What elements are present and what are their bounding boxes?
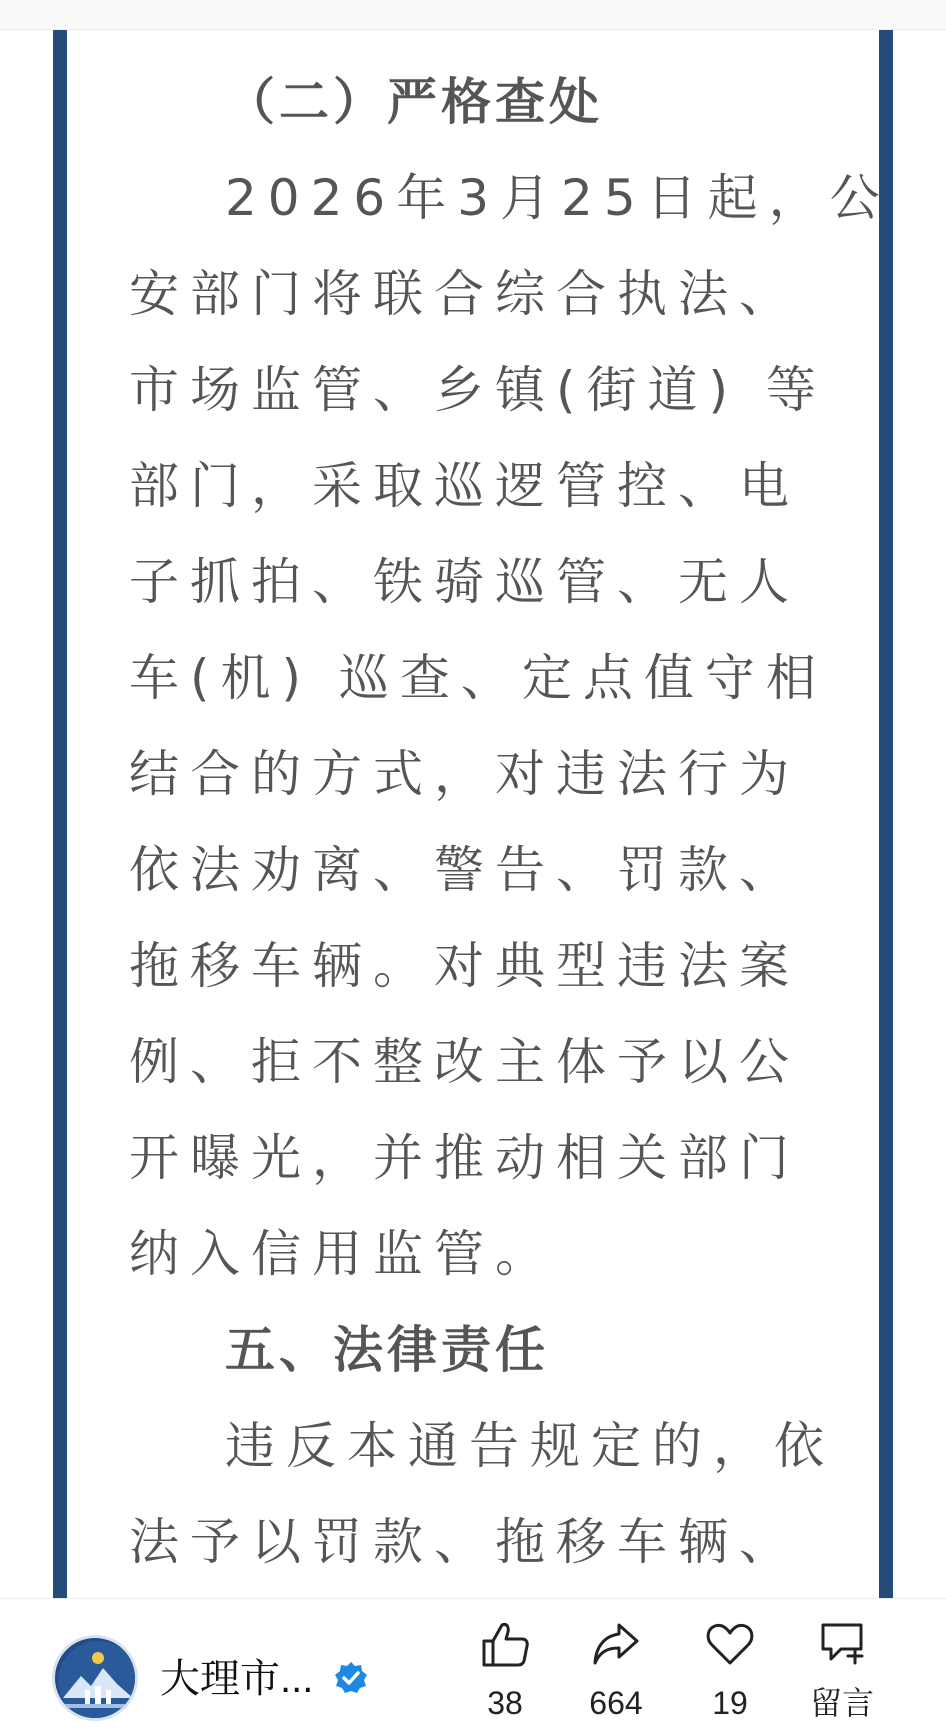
article-line: 车(机) 巡查、定点值守相: [129, 649, 827, 707]
comment-add-icon: [815, 1617, 869, 1671]
article-line: 安部门将联合综合执法、: [129, 265, 800, 323]
share-button[interactable]: [566, 1617, 666, 1727]
article-line: 市场监管、乡镇(街道) 等: [129, 361, 827, 419]
article-line: 拖移车辆。对典型违法案: [129, 937, 800, 995]
article-body: [129, 54, 891, 1590]
article-line: 部门，采取巡逻管控、电: [129, 457, 800, 515]
frame-border-right: [879, 30, 893, 1598]
article-line: 2026年3月25日起，公: [225, 169, 891, 227]
favorite-button[interactable]: [680, 1617, 780, 1727]
article-line: 法予以罚款、拖移车辆、: [129, 1513, 800, 1571]
article-line: 结合的方式，对违法行为: [129, 745, 800, 803]
comment-label: 留言: [809, 1685, 874, 1721]
section-heading: 五、法律责任: [225, 1321, 549, 1379]
article-line: 违反本通告规定的，依: [225, 1417, 835, 1475]
article-line: 依法劝离、警告、罚款、: [129, 841, 800, 899]
verified-badge-icon: [334, 1661, 368, 1695]
heart-icon: [703, 1617, 757, 1671]
article-line: 开曝光，并推动相关部门: [129, 1129, 800, 1187]
article-image-frame: [53, 30, 893, 1598]
thumbs-up-icon: [478, 1617, 532, 1671]
favorite-count: 19: [712, 1685, 748, 1721]
police-emblem-avatar[interactable]: [52, 1635, 138, 1721]
share-arrow-icon: [589, 1617, 643, 1671]
account-name[interactable]: 大理市...: [160, 1657, 314, 1701]
bottom-action-bar: [0, 1598, 946, 1729]
share-count: 664: [589, 1685, 643, 1721]
article-line: 例、拒不整改主体予以公: [129, 1033, 800, 1091]
article-line: 纳入信用监管。: [129, 1225, 556, 1283]
comment-button[interactable]: [792, 1617, 892, 1727]
article-line: 子抓拍、铁骑巡管、无人: [129, 553, 800, 611]
frame-border-left: [53, 30, 67, 1598]
like-button[interactable]: [455, 1617, 555, 1727]
status-strip: [0, 0, 946, 30]
like-count: 38: [487, 1685, 523, 1721]
section-subheading: （二）严格查处: [225, 73, 603, 131]
